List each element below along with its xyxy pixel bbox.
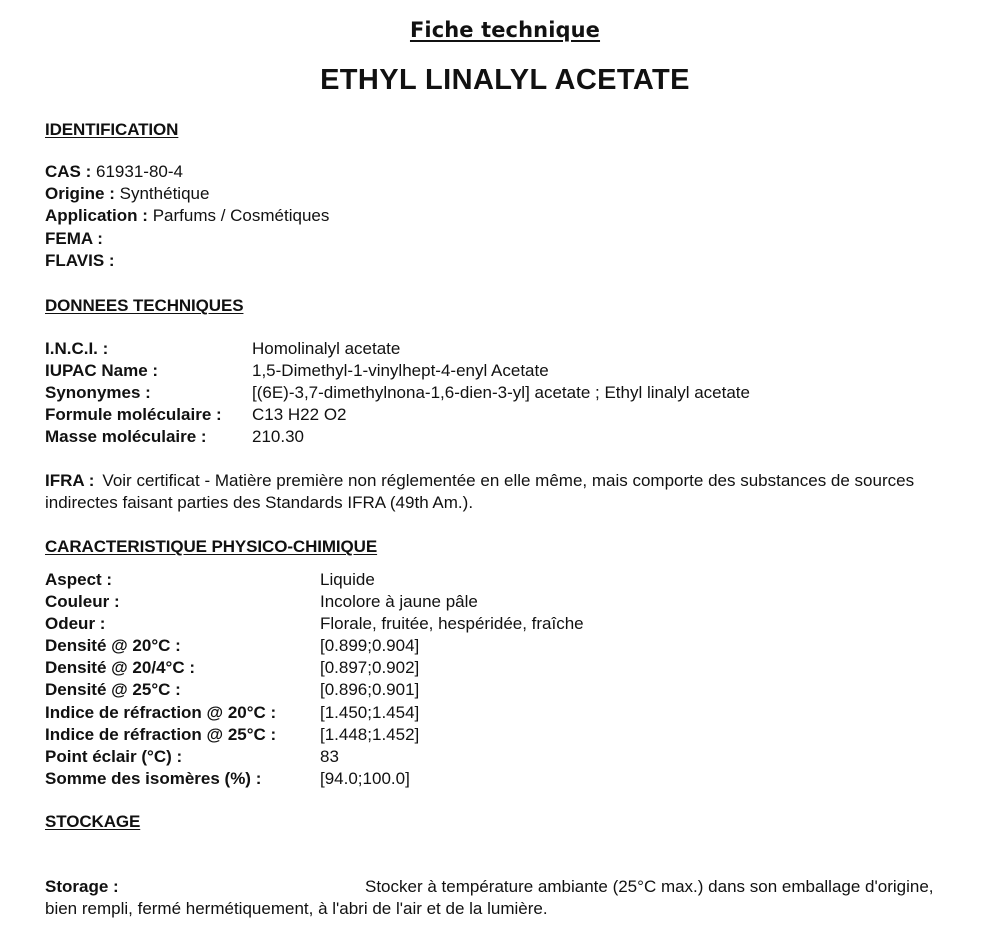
identification-cas bbox=[45, 161, 183, 183]
phys-row-odeur bbox=[45, 613, 975, 635]
masse-label: Masse moléculaire : bbox=[45, 427, 207, 446]
stockage-section-title: STOCKAGE bbox=[45, 812, 141, 831]
identification-origine bbox=[45, 183, 209, 205]
formule-label: Formule moléculaire : bbox=[45, 405, 222, 424]
phys-row-couleur bbox=[45, 591, 975, 613]
couleur-value: Incolore à jaune pâle bbox=[320, 592, 478, 611]
densite-20-4-value: [0.897;0.902] bbox=[320, 658, 420, 677]
identification-application bbox=[45, 205, 329, 227]
refraction-25-label: Indice de réfraction @ 25°C : bbox=[45, 725, 277, 744]
inci-label: I.N.C.I. : bbox=[45, 339, 109, 358]
ifra-text: Voir certificat - Matière première non réglementée en elle même, mais comporte des substances de sources indirectes faisant parties des Standards IFRA (49th Am.). bbox=[45, 471, 915, 512]
application-label: Application : bbox=[45, 206, 148, 225]
odeur-value: Florale, fruitée, hespéridée, fraîche bbox=[320, 614, 584, 633]
synonymes-value: [(6E)-3,7-dimethylnona-1,6-dien-3-yl] acetate ; Ethyl linalyl acetate bbox=[252, 383, 750, 402]
formule-value: C13 H22 O2 bbox=[252, 405, 347, 424]
odeur-label: Odeur : bbox=[45, 614, 106, 633]
cas-value: 61931-80-4 bbox=[96, 162, 183, 181]
phys-row-refraction-20 bbox=[45, 702, 975, 724]
refraction-20-value: [1.450;1.454] bbox=[320, 703, 420, 722]
phys-row-densite-25 bbox=[45, 679, 975, 701]
ifra-label: IFRA : bbox=[45, 471, 95, 490]
tech-row-synonymes bbox=[45, 382, 975, 404]
densite-25-value: [0.896;0.901] bbox=[320, 680, 420, 699]
couleur-label: Couleur : bbox=[45, 592, 120, 611]
identification-flavis bbox=[45, 250, 115, 272]
tech-row-formule bbox=[45, 404, 975, 426]
iupac-value: 1,5-Dimethyl-1-vinylhept-4-enyl Acetate bbox=[252, 361, 549, 380]
storage-value-line1: Stocker à température ambiante (25°C max.) dans son emballage d'origine, bbox=[365, 877, 934, 896]
identification-section-title: IDENTIFICATION bbox=[45, 120, 179, 139]
inci-value: Homolinalyl acetate bbox=[252, 339, 401, 358]
masse-value: 210.30 bbox=[252, 427, 304, 446]
tech-row-iupac bbox=[45, 360, 975, 382]
point-eclair-label: Point éclair (°C) : bbox=[45, 747, 183, 766]
storage-row bbox=[45, 876, 975, 898]
synonymes-label: Synonymes : bbox=[45, 383, 151, 402]
densite-25-label: Densité @ 25°C : bbox=[45, 680, 181, 699]
fema-label: FEMA : bbox=[45, 229, 103, 248]
phys-row-isomeres bbox=[45, 768, 975, 790]
phys-row-point-eclair bbox=[45, 746, 975, 768]
phys-row-densite-20-4 bbox=[45, 657, 975, 679]
densite-20-value: [0.899;0.904] bbox=[320, 636, 420, 655]
iupac-label: IUPAC Name : bbox=[45, 361, 159, 380]
point-eclair-value: 83 bbox=[320, 747, 339, 766]
caracteristique-section-title: CARACTERISTIQUE PHYSICO-CHIMIQUE bbox=[45, 537, 378, 556]
storage-label: Storage : bbox=[45, 877, 119, 896]
ifra-paragraph bbox=[45, 470, 970, 514]
donnees-techniques-section-title: DONNEES TECHNIQUES bbox=[45, 296, 244, 315]
phys-row-aspect bbox=[45, 569, 975, 591]
product-name-title: ETHYL LINALYL ACETATE bbox=[320, 64, 690, 96]
application-value: Parfums / Cosmétiques bbox=[152, 206, 330, 225]
isomeres-value: [94.0;100.0] bbox=[320, 769, 410, 788]
origine-label: Origine : bbox=[45, 184, 115, 203]
isomeres-label: Somme des isomères (%) : bbox=[45, 769, 262, 788]
densite-20-4-label: Densité @ 20/4°C : bbox=[45, 658, 195, 677]
identification-fema bbox=[45, 228, 103, 250]
document-type-heading: Fiche technique bbox=[409, 18, 601, 42]
phys-row-refraction-25 bbox=[45, 724, 975, 746]
cas-label: CAS : bbox=[45, 162, 92, 181]
tech-row-masse bbox=[45, 426, 975, 448]
refraction-25-value: [1.448;1.452] bbox=[320, 725, 420, 744]
densite-20-label: Densité @ 20°C : bbox=[45, 636, 181, 655]
refraction-20-label: Indice de réfraction @ 20°C : bbox=[45, 703, 277, 722]
aspect-value: Liquide bbox=[320, 570, 375, 589]
phys-row-densite-20 bbox=[45, 635, 975, 657]
storage-value-line2: bien rempli, fermé hermétiquement, à l'abri de l'air et de la lumière. bbox=[45, 899, 548, 918]
tech-row-inci bbox=[45, 338, 975, 360]
aspect-label: Aspect : bbox=[45, 570, 113, 589]
origine-value: Synthétique bbox=[119, 184, 210, 203]
flavis-label: FLAVIS : bbox=[45, 251, 115, 270]
